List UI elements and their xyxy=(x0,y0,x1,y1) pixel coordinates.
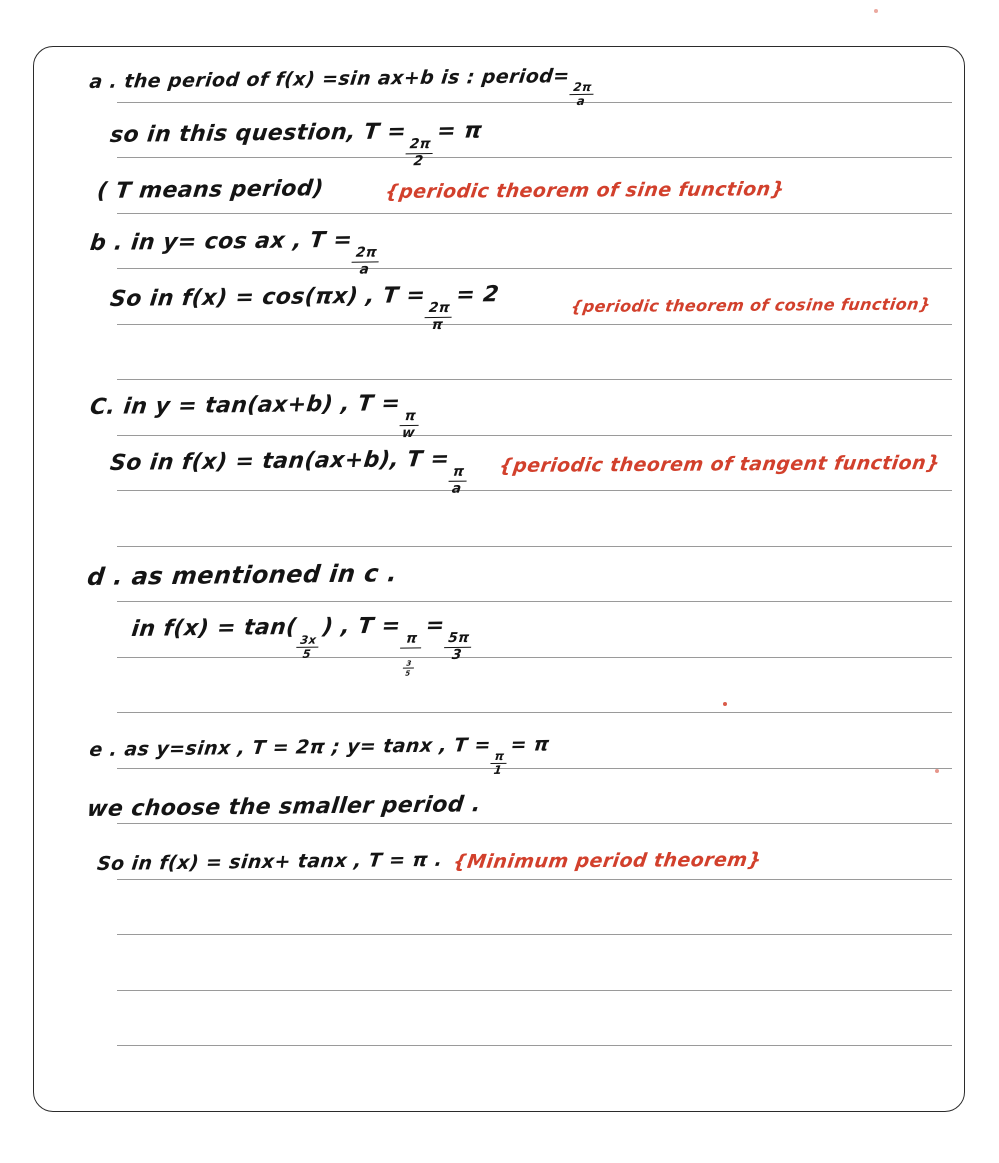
answer-line-b2: So in f(x) = cos(πx) , T = $\frac{2\pi}{\pi}$ = 2 xyxy=(108,282,501,333)
answer-line-b1: b . in y= cos ax , T = $\frac{2\pi}{a}$ xyxy=(86,229,385,280)
ink-dot xyxy=(723,702,727,706)
fraction-pi-over-three-fifths: $\frac{\pi}{\frac{3}{5}}$ xyxy=(397,632,423,676)
fraction-pi-over-1: $\frac{\pi}{1}$ xyxy=(489,750,508,777)
rule-line xyxy=(117,879,952,880)
answer-line-c2: So in f(x) = tan(ax+b), T = $\frac{\pi}{a}$ xyxy=(106,449,472,501)
annotation-cosine-theorem: {periodic theorem of cosine function} xyxy=(569,294,933,317)
fraction-pi-over-a: $\frac{\pi}{a}$ xyxy=(447,465,468,496)
ink-dot xyxy=(935,769,939,773)
annotation-tangent-theorem: {periodic theorem of tangent function} xyxy=(497,451,942,478)
fraction-2pi-over-a-cos: $\frac{2\pi}{a}$ xyxy=(350,246,380,277)
answer-line-d1: d . as mentioned in c . xyxy=(85,559,399,592)
annotation-minimum-theorem: {Minimum period theorem} xyxy=(451,848,763,874)
answer-line-a2: so in this question, T = $\frac{2\pi}{2}$ = π xyxy=(108,118,484,169)
rule-line xyxy=(117,213,952,214)
ink-dot xyxy=(874,9,878,13)
answer-line-a3: ( T means period) xyxy=(95,176,325,205)
rule-line xyxy=(117,712,952,713)
rule-line xyxy=(117,379,952,380)
nested-fraction-3-over-5: $\frac{3}{5}$ xyxy=(402,659,415,676)
answer-line-e2: we choose the smaller period . xyxy=(85,792,483,823)
rule-line xyxy=(117,546,952,547)
rule-line xyxy=(117,823,952,824)
fraction-5pi-over-3: $\frac{5\pi}{3}$ xyxy=(443,632,473,663)
fraction-2pi-over-a: $\frac{2\pi}{a}$ xyxy=(568,81,595,108)
annotation-sine-theorem: {periodic theorem of sine function} xyxy=(383,178,787,204)
rule-line xyxy=(117,934,952,935)
fraction-2pi-over-2: $\frac{2\pi}{2}$ xyxy=(404,138,434,169)
answer-line-a1: a . the period of f(x) =sin ax+b is : period= $\frac{2\pi}{a}$ xyxy=(86,67,599,114)
rule-line xyxy=(117,990,952,991)
fraction-3x-over-5: $\frac{3x}{5}$ xyxy=(295,635,320,661)
answer-line-c1: C. in y = tan(ax+b) , T = $\frac{\pi}{w}$ xyxy=(86,393,424,444)
fraction-2pi-over-pi: $\frac{2\pi}{\pi}$ xyxy=(423,302,453,333)
answer-line-e3: So in f(x) = sinx+ tanx , T = π . xyxy=(95,848,444,876)
notebook-page xyxy=(33,46,965,1112)
rule-line xyxy=(117,1045,952,1046)
answer-line-e1: e . as y=sinx , T = 2π ; y= tanx , T = $\frac{\pi}{1}$ = π xyxy=(88,733,551,778)
answer-line-d2: in f(x) = tan( $\frac{3x}{5}$ ) , T = $\frac{\pi}{\frac{3}{5}}$ = $\frac{5\pi}{3}$ xyxy=(126,615,477,680)
fraction-pi-over-w: $\frac{\pi}{w}$ xyxy=(398,410,420,441)
rule-line xyxy=(117,601,952,602)
